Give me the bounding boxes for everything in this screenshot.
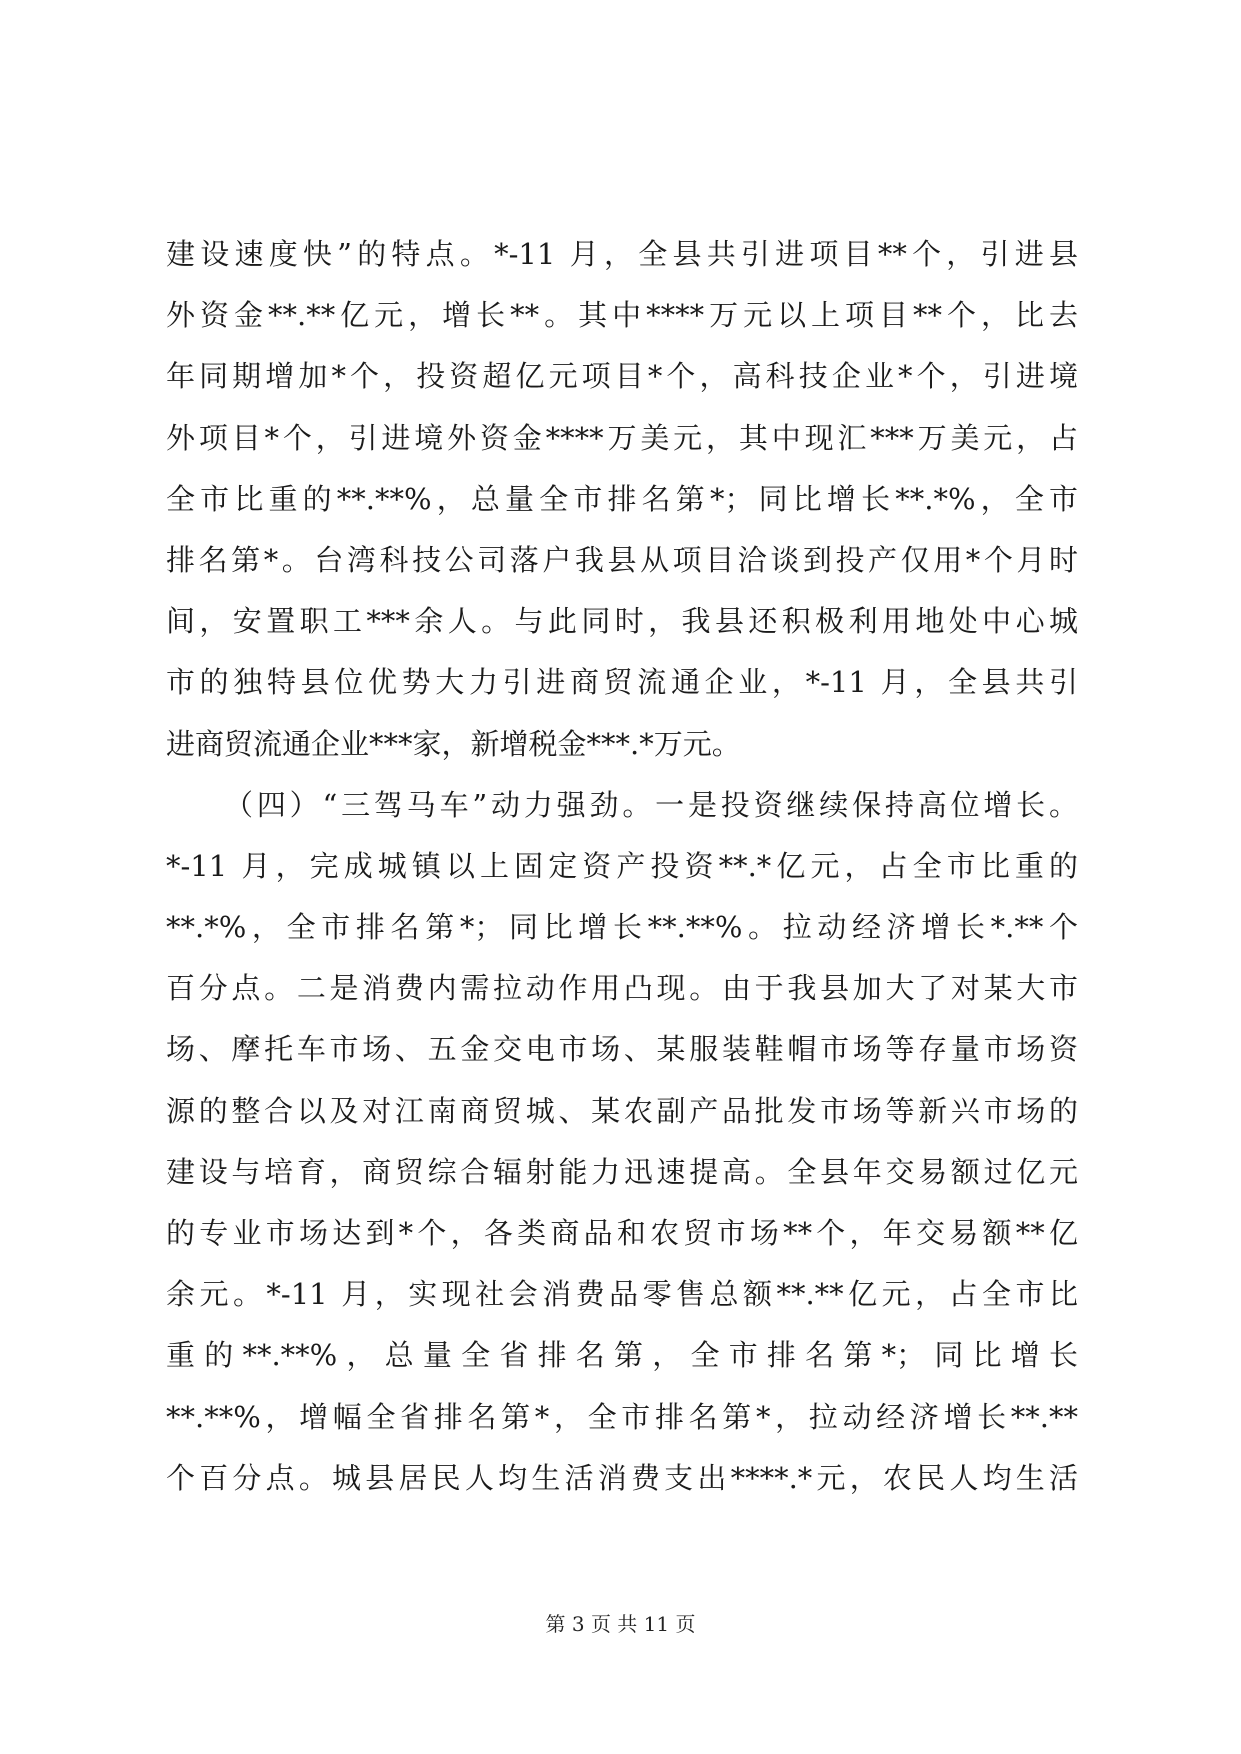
text-line: 年同期增加*个，投资超亿元项目*个，高科技企业*个，引进境 <box>166 359 1078 394</box>
text-line: 源的整合以及对江南商贸城、某农副产品批发市场等新兴市场的 <box>166 1093 1078 1128</box>
text-line: 百分点。二是消费内需拉动作用凸现。由于我县加大了对某大市 <box>166 971 1078 1006</box>
text-line: 进商贸流通企业***家，新增税金***.*万元。 <box>166 726 741 761</box>
text-line: 重的**.**%，总量全省排名第，全市排名第*；同比增长 <box>166 1338 1078 1373</box>
text-line: 建设与培育，商贸综合辐射能力迅速提高。全县年交易额过亿元 <box>166 1154 1078 1189</box>
text-line: 排名第*。台湾科技公司落户我县从项目洽谈到投产仅用*个月时 <box>166 542 1078 577</box>
text-line: 场、摩托车市场、五金交电市场、某服装鞋帽市场等存量市场资 <box>166 1032 1078 1067</box>
text-line: 建设速度快”的特点。*-11 月，全县共引进项目**个，引进县 <box>166 237 1078 271</box>
text-line: 个百分点。城县居民人均生活消费支出****.*元，农民人均生活 <box>166 1460 1078 1495</box>
body-text <box>166 224 1078 1509</box>
text-line: **.*%，全市排名第*；同比增长**.**%。拉动经济增长*.**个 <box>166 910 1078 945</box>
text-line: 市的独特县位优势大力引进商贸流通企业，*-11 月，全县共引 <box>166 665 1078 700</box>
text-line: 全市比重的**.**%，总量全市排名第*；同比增长**.*%，全市 <box>166 481 1078 516</box>
text-line: 余元。*-11 月，实现社会消费品零售总额**.**亿元，占全市比 <box>166 1277 1078 1312</box>
text-line: 外项目*个，引进境外资金****万美元，其中现汇***万美元，占 <box>166 420 1078 455</box>
page-number-footer: 第 3 页 共 11 页 <box>545 1612 696 1636</box>
text-line: **.**%，增幅全省排名第*，全市排名第*，拉动经济增长**.** <box>166 1399 1078 1434</box>
text-line: 间，安置职工***余人。与此同时，我县还积极利用地处中心城 <box>166 604 1078 639</box>
text-line: 外资金**.**亿元，增长**。其中****万元以上项目**个，比去 <box>166 298 1078 333</box>
text-line: 的专业市场达到*个，各类商品和农贸市场**个，年交易额**亿 <box>166 1216 1078 1250</box>
text-line: *-11 月，完成城镇以上固定资产投资**.*亿元，占全市比重的 <box>166 848 1078 883</box>
section-heading-line: （四）“三驾马车”动力强劲。一是投资继续保持高位增长。 <box>224 787 1078 822</box>
